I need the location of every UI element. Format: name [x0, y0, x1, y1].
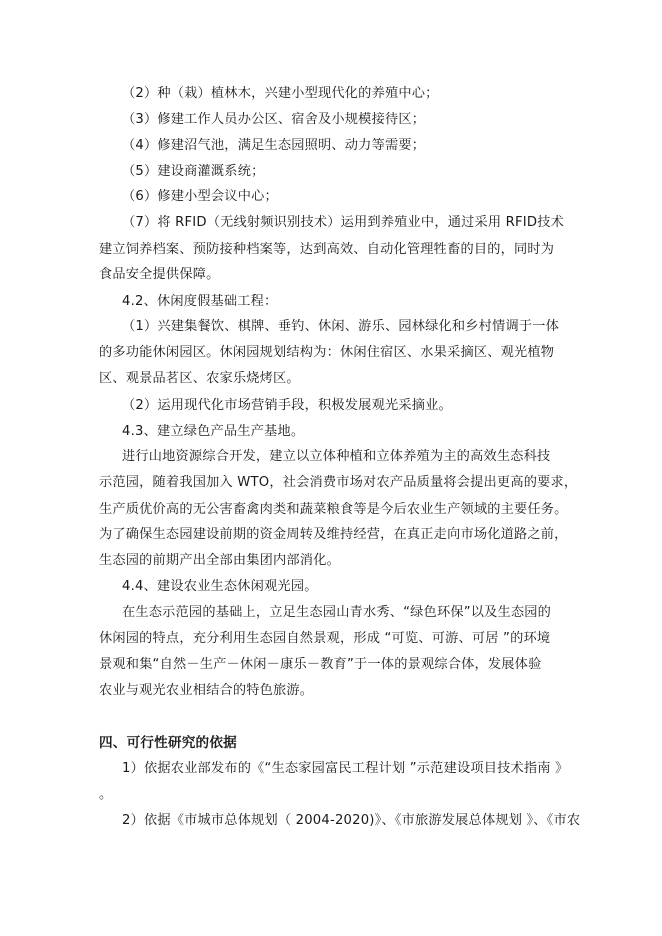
list-item-2b: （2）运用现代化市场营销手段，积极发展观光采摘业。 [122, 398, 452, 413]
paragraph-line: 。 [99, 787, 113, 802]
list-item-7: （7）将 RFID（无线射频识别技术）运用到养殖业中，通过采用 RFID技术 [122, 215, 565, 230]
list-item-4: （4）修建沼气池，满足生态园照明、动力等需要； [122, 138, 426, 153]
paragraph-line: 进行山地资源综合开发，建立以立体种植和立体养殖为主的高效生态科技 [122, 449, 551, 464]
list-item-1: （1）兴建集餐饮、棋牌、垂钓、休闲、游乐、园林绿化和乡村情调于一体 [122, 319, 559, 334]
paragraph-line: 休闲园的特点，充分利用生态园自然景观，形成 “可览、可游、可居 ”的环境 [99, 631, 551, 646]
paragraph-line: 的多功能休闲园区。休闲园规划结构为：休闲住宿区、水果采摘区、观光植物 [99, 345, 555, 360]
section-4-3-title: 4.3、建立绿色产品生产基地。 [122, 424, 305, 439]
paragraph-line: 在生态示范园的基础上，立足生态园山青水秀、“绿色环保”以及生态园的 [122, 605, 552, 620]
paragraph-line: 为了确保生态园建设前期的资金周转及维持经营，在真正走向市场化道路之前， [99, 527, 568, 542]
list-item-5: （5）建设商灌溉系统； [122, 164, 265, 179]
paragraph-line: 农业与观光农业相结合的特色旅游。 [99, 683, 314, 698]
section-4-2-title: 4.2、休闲度假基础工程： [122, 294, 278, 309]
paragraph-line: 建立饲养档案、预防接种档案等，达到高效、自动化管理牲畜的目的，同时为 [99, 242, 555, 257]
list-item-2: （2）种（栽）植林木，兴建小型现代化的养殖中心； [122, 86, 439, 101]
paragraph-line: 区、观景品茗区、农家乐烧烤区。 [99, 371, 300, 386]
paragraph-line: 示范园，随着我国加入 WTO，社会消费市场对农产品质量将会提出更高的要求， [99, 475, 578, 490]
section-4-4-title: 4.4、建设农业生态休闲观光园。 [122, 579, 318, 594]
list-item-3: （3）修建工作人员办公区、宿舍及小规模接待区； [122, 112, 426, 127]
list-item-6: （6）修建小型会议中心； [122, 189, 278, 204]
basis-item-2: 2）依据《市城市总体规划（ 2004-2020)》、《市旅游发展总体规划 》、《市农 [122, 813, 581, 828]
paragraph-line: 生态园的前期产出全部由集团内部消化。 [99, 553, 340, 568]
paragraph-line: 景观和集“自然－生产－休闲－康乐－教育”于一体的景观综合体，发展体验 [99, 657, 542, 672]
basis-item-1: 1）依据农业部发布的《“生态家园富民工程计划 ”示范建设项目技术指南 》 [122, 761, 569, 776]
paragraph-line: 生产质优价高的无公害畜禽肉类和蔬菜粮食等是今后农业生产领域的主要任务。 [99, 502, 568, 517]
paragraph-line: 食品安全提供保障。 [99, 267, 220, 282]
section-heading-4: 四、可行性研究的依据 [99, 735, 237, 751]
